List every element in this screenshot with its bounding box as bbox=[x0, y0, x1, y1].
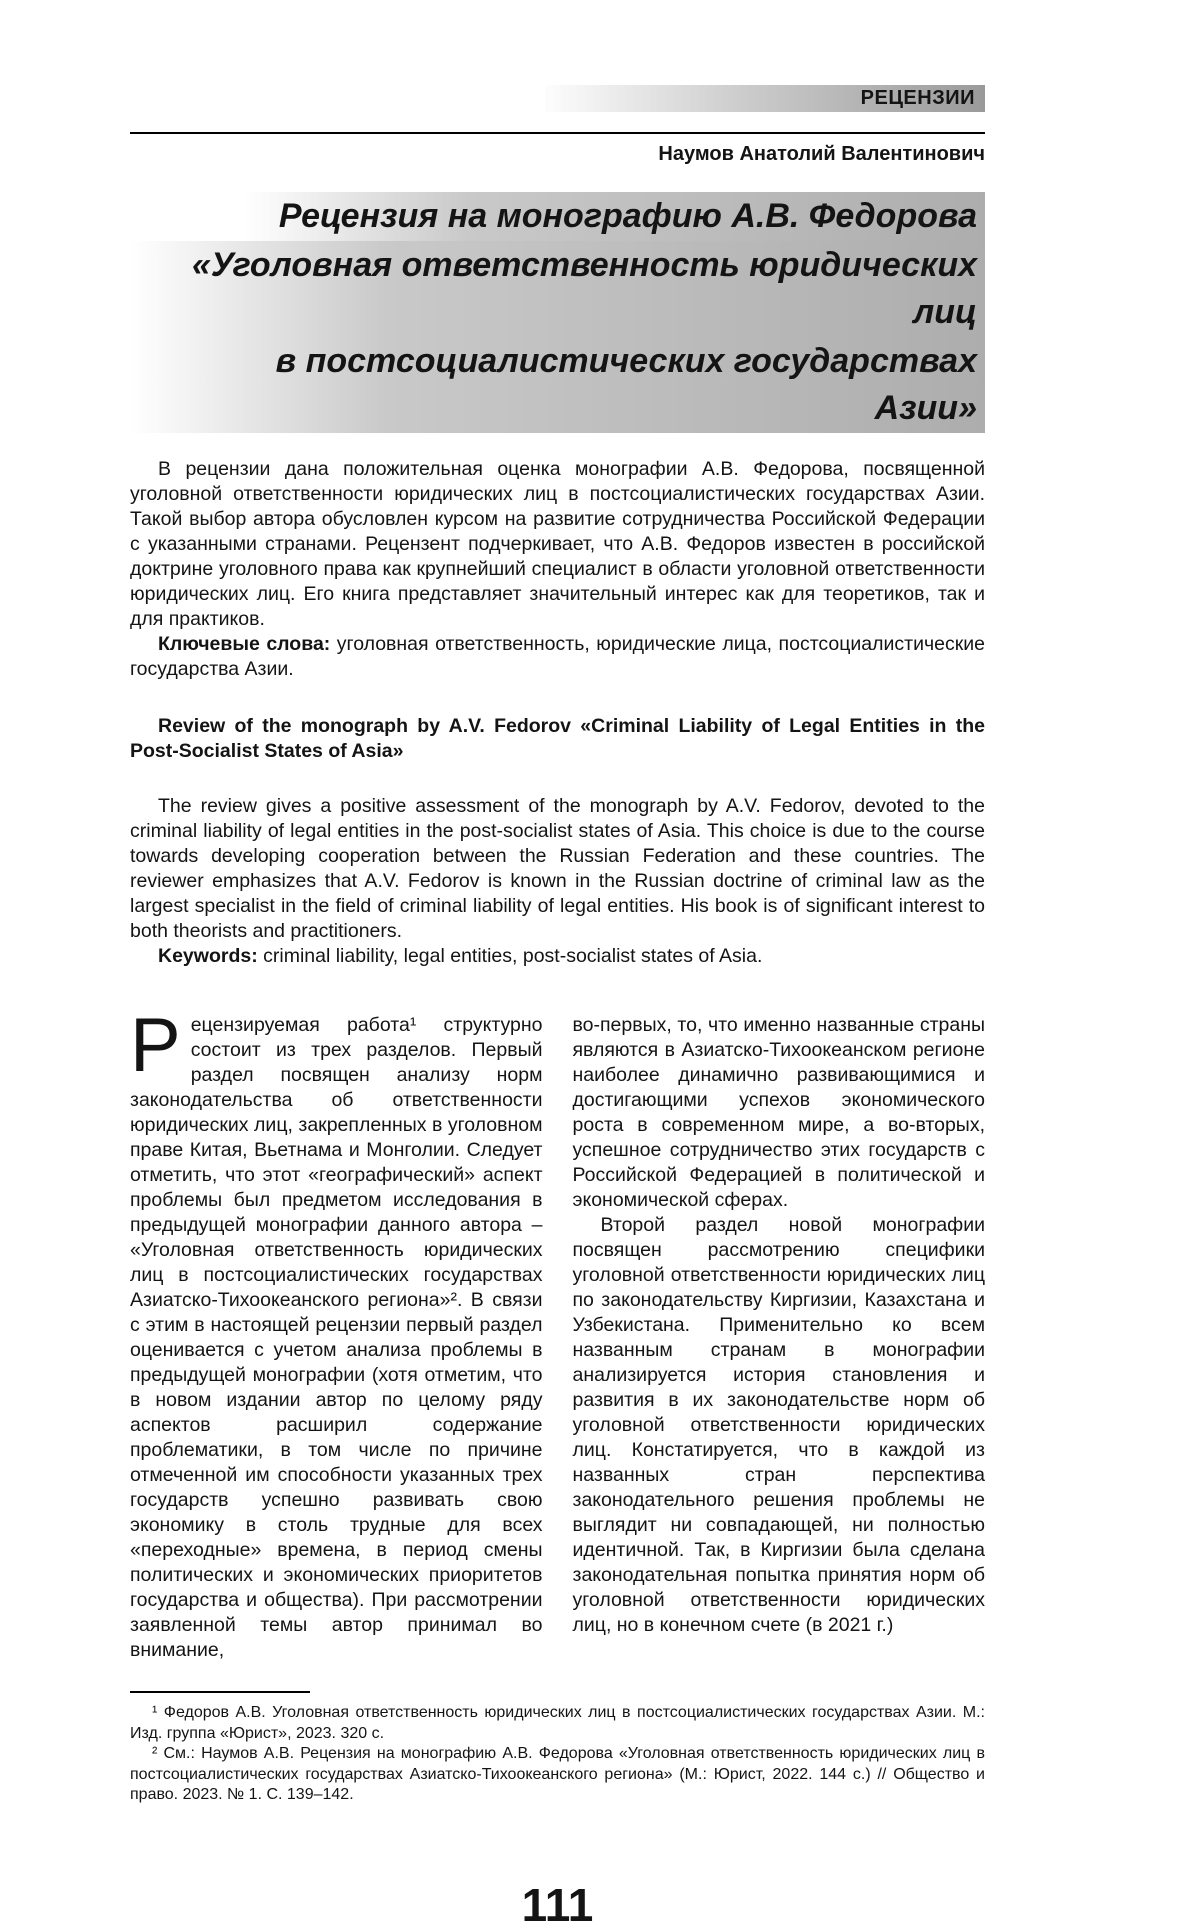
keywords-en-text: criminal liability, legal entities, post-socialist states of Asia. bbox=[263, 945, 763, 967]
keywords-ru bbox=[130, 632, 985, 682]
footnote-1: ¹ Федоров А.В. Уголовная ответственность юридических лиц в постсоциалистических государствах Азии. М.: Изд. группа «Юрист», 2023. 320 с. bbox=[130, 1704, 985, 1742]
body-columns bbox=[130, 1003, 985, 1663]
article-title-line-2 bbox=[130, 241, 985, 337]
abstract-ru: В рецензии дана положительная оценка монографии А.В. Федорова, посвященной уголовной ответственности юридических лиц в постсоциалистических государствах Азии. Такой выбор автора обусловлен курсом на развитие сотрудничества Российской Федерации с указанными странами. Рецензент подчеркивает, что А.В. Федоров известен в российской доктрине уголовного права как крупнейший специалист в области уголовной ответственности юридических лиц. Его книга представляет значительный интерес как для теоретиков, так и для практиков. bbox=[130, 458, 985, 630]
title-en: Review of the monograph by A.V. Fedorov «Criminal Liability of Legal Entities in the Post-Socialist States of Asia» bbox=[130, 715, 985, 762]
keywords-ru-label: Ключевые слова: bbox=[158, 633, 331, 655]
footnote-2: ² См.: Наумов А.В. Рецензия на монографию А.В. Федорова «Уголовная ответственность юридических лиц в постсоциалистических государствах Азиатско-Тихоокеанского региона» (М.: Юрист, 2022. 144 с.) // Общество и право. 2023. № 1. С. 139–142. bbox=[130, 1745, 985, 1803]
article-title-line-3 bbox=[130, 337, 985, 433]
abstract-en: The review gives a positive assessment of the monograph by A.V. Fedorov, devoted to the criminal liability of legal entities in the post-socialist states of Asia. This choice is due to the course towards developing cooperation between the Russian Federation and these countries. The reviewer emphasizes that A.V. Fedorov is known in the Russian doctrine of criminal law as the largest specialist in the field of criminal liability of legal entities. His book is of significant interest to both theorists and practitioners. bbox=[130, 795, 985, 942]
body-paragraph-3: Второй раздел новой монографии посвящен рассмотрению специфики уголовной ответственности юридических лиц по законодательству Киргизии, Казахстана и Узбекистана. Применительно ко всем названным странам в монографии анализируется история становления и развития в их законодательстве норм об уголовной ответственности юридических лиц. Констатируется, что в каждой из названных стран перспектива законодательного решения проблемы не выглядит ни совпадающей, ни полностью идентичной. Так, в Киргизии была сделана законодательная попытка принятия норм об уголовной ответственности юридических лиц, но в конечном счете (в 2021 г.) bbox=[572, 1214, 985, 1636]
article-title-line-1 bbox=[130, 192, 985, 241]
column-right bbox=[573, 1013, 986, 1663]
title-band-3: в постсоциалистических государствах Азии» bbox=[130, 337, 985, 433]
body-paragraph-1 bbox=[130, 1003, 543, 1663]
header-rule bbox=[130, 132, 985, 134]
page-number: 111 bbox=[521, 1878, 594, 1931]
keywords-en-label: Keywords: bbox=[158, 945, 258, 967]
body-paragraph-2: во-первых, то, что именно названные страны являются в Азиатско-Тихоокеанском регионе наиболее динамично развивающимися и достигающими успехов экономического роста в современном мире, а во-вторых, успешное сотрудничество этих государств с Российской Федерацией в политической и экономической сферах. bbox=[572, 1014, 985, 1211]
drop-cap: Р bbox=[130, 1003, 181, 1088]
article-title bbox=[130, 192, 985, 433]
footnote-rule bbox=[130, 1691, 310, 1693]
author-name: Наумов Анатолий Валентинович bbox=[658, 143, 985, 165]
title-band-1: Рецензия на монографию А.В. Федорова bbox=[245, 192, 985, 241]
title-band-2: «Уголовная ответственность юридических лиц bbox=[130, 241, 985, 337]
section-header-band bbox=[545, 85, 985, 112]
keywords-ru-text: уголовная ответственность, юридические лица, постсоциалистические государства Азии. bbox=[130, 633, 985, 680]
keywords-en bbox=[130, 944, 985, 969]
column-left bbox=[130, 1003, 543, 1663]
section-label: РЕЦЕНЗИИ bbox=[860, 87, 975, 109]
body-paragraph-1-text: ецензируемая работа¹ структурно состоит из трех разделов. Первый раздел посвящен анализу норм законодательства об ответственности юридических лиц, закрепленных в уголовном праве Китая, Вьетнама и Монголии. Следует отметить, что этот «географический» аспект проблемы был предметом исследования в предыдущей монографии данного автора – «Уголовная ответственность юридических лиц в постсоциалистических государствах Азиатско-Тихоокеанского региона»². В связи с этим в настоящей рецензии первый раздел оценивается с учетом анализа проблемы в предыдущей монографии (хотя отметим, что в новом издании автор по целому ряду аспектов расширил содержание проблематики, в том числе по причине отмеченной им способности указанных трех государств успешно развивать свою экономику в столь трудные для всех «переходные» времена, в период смены политических и экономических приоритетов государства и общества). При рассмотрении заявленной темы автор принимал во внимание, bbox=[130, 1014, 543, 1661]
footnotes bbox=[130, 1691, 985, 1806]
